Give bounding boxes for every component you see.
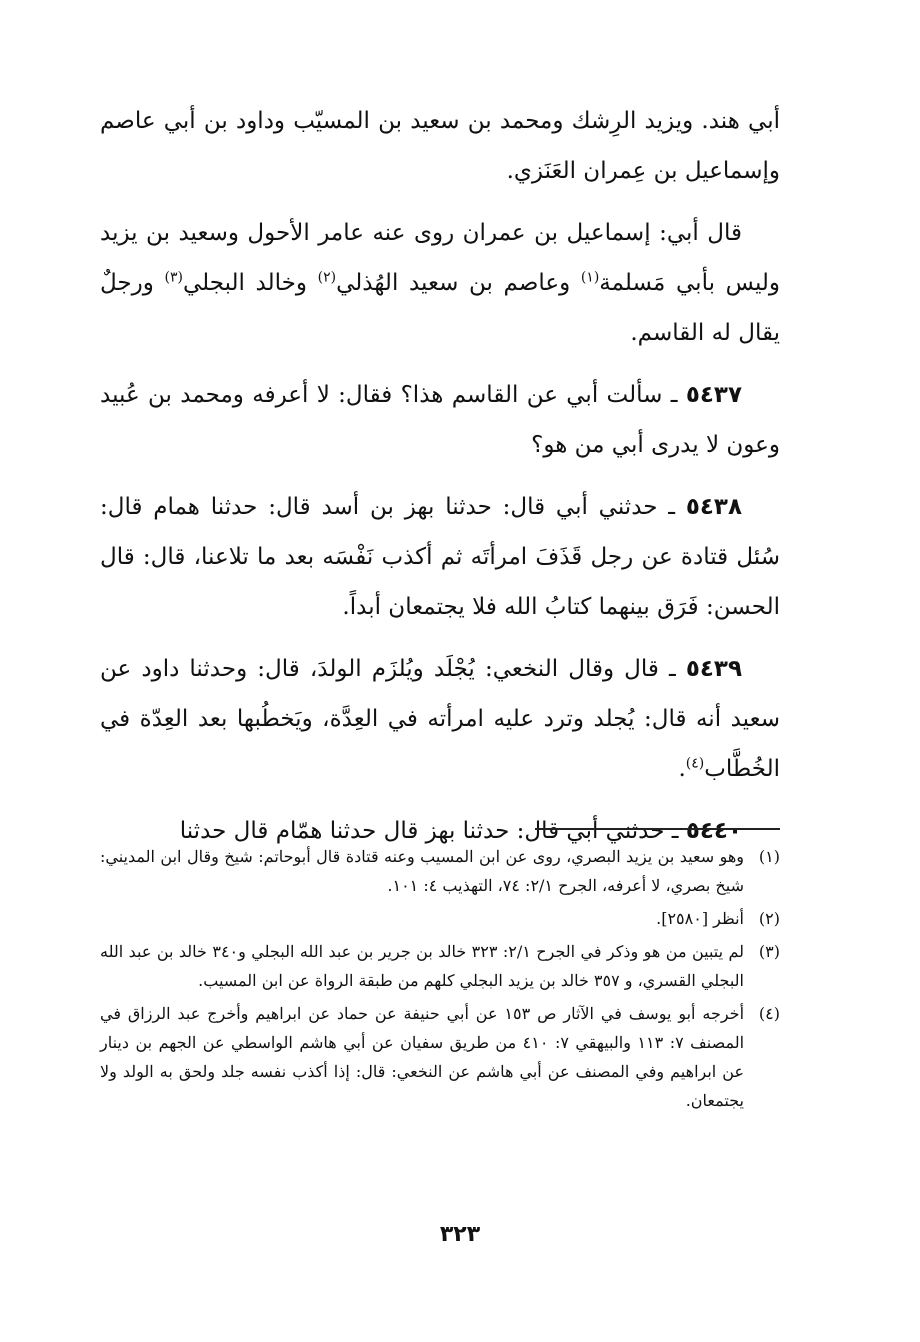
- footnote-1: [100, 842, 780, 900]
- page-number: ٣٢٣: [439, 1222, 481, 1247]
- footnote-4: [100, 999, 780, 1115]
- paragraph-text: وعاصم بن سعيد الهُذلي: [336, 270, 581, 296]
- footnote-2: [100, 904, 780, 933]
- footnote-ref-3[interactable]: (٣): [164, 269, 183, 286]
- footnote-ref-4[interactable]: (٤): [685, 755, 705, 772]
- entry-text: ـ سألت أبي عن القاسم هذا؟ فقال: لا أعرفه ومحمد بن عُبيد وعون لا يدرى أبي من هو؟: [100, 382, 780, 458]
- entry-text-end: .: [678, 756, 686, 782]
- footnote-text: أخرجه أبو يوسف في الآثار ص ١٥٣ عن أبي حنيفة عن حماد عن ابراهيم وأخرج عبد الرزاق في المصنف ٧: ١١٣ والبيهقي ٧: ٤١٠ من طريق سفيان عن أبي هاشم الواسطي عن الجهم بن دينار عن ابراهيم وفي المصنف عن أبي هاشم عن النخعي: قال: إذا أكذب نفسه جلد ولحق به الولد ولا يجتمعان.: [100, 1004, 745, 1110]
- footnotes: [100, 842, 780, 1119]
- entry-number: ٥٤٣٨: [685, 494, 742, 520]
- entry-number: ٥٤٣٩: [685, 656, 742, 682]
- footnote-text: وهو سعيد بن يزيد البصري، روى عن ابن المسيب وعنه قتادة قال أبوحاتم: شيخ وقال ابن المديني: شيخ بصري، لا أعرفه، الجرح ٢/١: ٧٤، التهذيب ٤: ١٠١.: [100, 847, 744, 895]
- entry-number: ٥٤٤٠: [685, 818, 742, 844]
- paragraph-text: قال أبي: إسماعيل بن عمران روى عنه عامر الأحول وسعيد بن يزيد وليس بأبي مَسلمة: [100, 220, 780, 296]
- paragraph-text: ورجلٌ يقال له القاسم.: [100, 270, 780, 346]
- footnote-divider: [535, 828, 780, 830]
- entry-text: ـ حدثني أبي قال: حدثنا بهز قال حدثنا همّام قال حدثنا: [179, 818, 686, 844]
- entry-text: ـ قال وقال النخعي: يُجْلَد ويُلزَم الولدَ، قال: وحدثنا داود عن سعيد أنه قال: يُجلد وترد عليه امرأته في العِدَّة، ويَخطُبها بعد العِدّة في الخُطَّاب: [100, 656, 780, 782]
- entry-number: ٥٤٣٧: [685, 382, 742, 408]
- footnote-ref-1[interactable]: (١): [580, 269, 600, 286]
- entry-text: ـ حدثني أبي قال: حدثنا بهز بن أسد قال: حدثنا همام قال: سُئل قتادة عن رجل قَذَفَ امرأتَه ثم أكذب نَفْسَه بعد ما تلاعنا، قال: قال الحسن: فَرَق بينهما كتابُ الله فلا يجتمعان أبداً.: [100, 494, 780, 620]
- entry-5439: [100, 644, 780, 794]
- footnote-mark: (٢): [758, 909, 780, 928]
- paragraph-text: وخالد البجلي: [182, 270, 318, 296]
- footnote-text: لم يتبين من هو وذكر في الجرح ٢/١: ٣٢٣ خالد بن جرير بن عبد الله البجلي و٣٤٠ خالد بن عبد الله البجلي القسري، و ٣٥٧ خالد بن يزيد البجلي كلهم من طبقة الرواة عن ابن المسيب.: [100, 942, 745, 990]
- footnote-mark: (٣): [758, 942, 780, 961]
- footnote-3: [100, 937, 780, 995]
- paragraph-text: أبي هند. ويزيد الرِشك ومحمد بن سعيد بن المسيّب وداود بن أبي عاصم وإسماعيل بن عِمران العَنَزي.: [100, 108, 780, 184]
- paragraph-continuation: [100, 96, 780, 196]
- footnote-text: أنظر [٢٥٨٠].: [656, 909, 744, 928]
- entry-5438: [100, 482, 780, 632]
- main-text: [100, 96, 780, 868]
- footnote-mark: (٤): [758, 1004, 780, 1023]
- entry-5437: [100, 370, 780, 470]
- footnote-ref-2[interactable]: (٢): [317, 269, 337, 286]
- footnote-mark: (١): [758, 847, 780, 866]
- paragraph-abu-hatim: [100, 208, 780, 358]
